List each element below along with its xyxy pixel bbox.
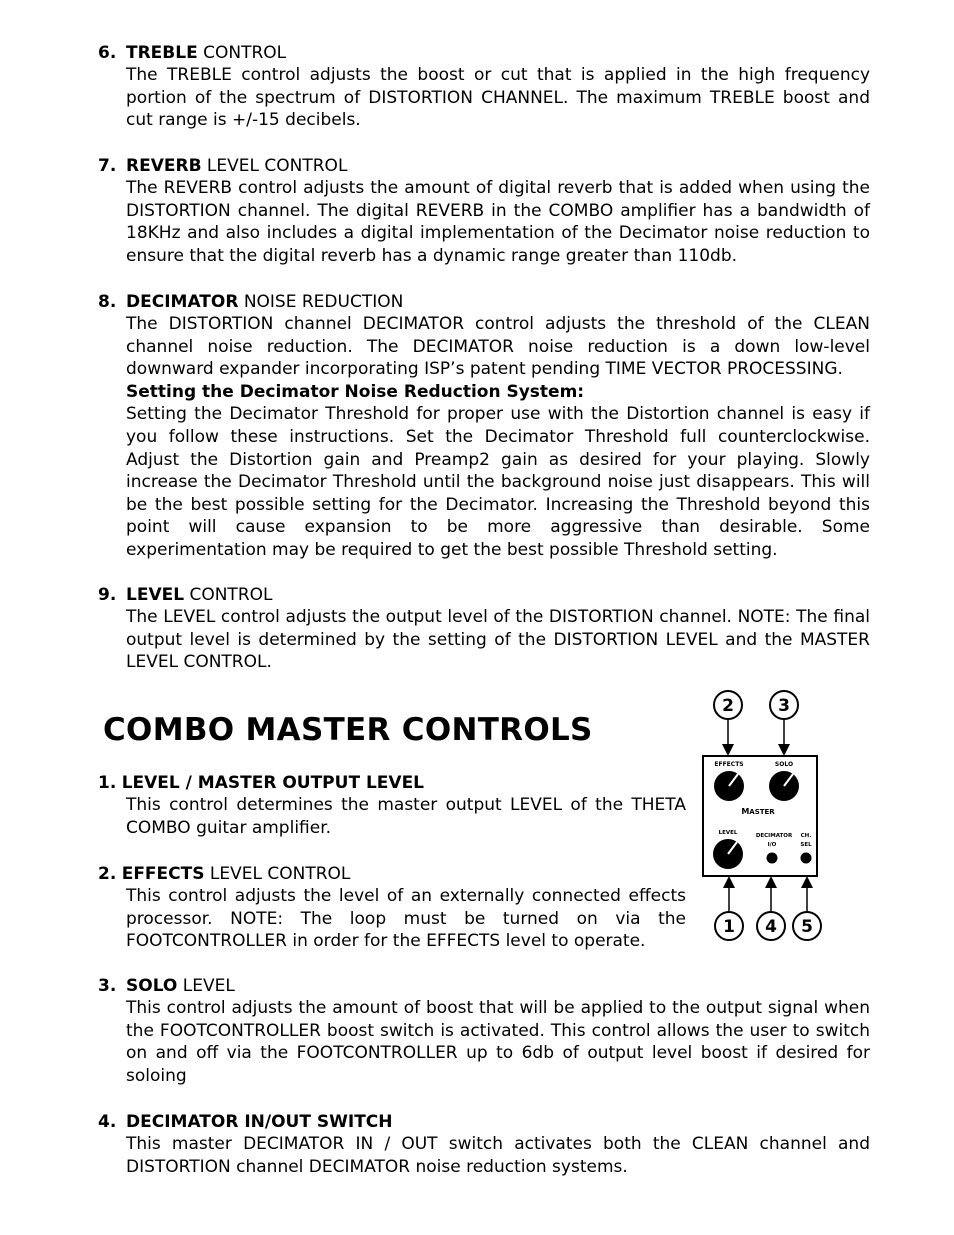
ch-label: CH.	[800, 833, 812, 839]
section-paragraph: The DISTORTION channel DECIMATOR control adjusts the threshold of the CLEAN channel noise reduction. The DECIMATOR noise reduction is a down low-level downward expander incorporating ISP’s patent pending TIME VECTOR PROCESSING.	[126, 314, 870, 380]
section-heading	[98, 291, 870, 313]
section-heading	[98, 42, 870, 64]
callout-2	[714, 691, 742, 719]
section-title-bold: EFFECTS	[121, 864, 205, 884]
callout-4	[757, 912, 785, 940]
section-paragraph: This control determines the master output LEVEL of the THETA COMBO guitar amplifier.	[126, 795, 686, 838]
section-paragraph: This control adjusts the amount of boost that will be applied to the output signal when the FOOTCONTROLLER boost switch is activated. This control allows the user to switch on and off via the FOOTCONTROLLER up to 6db of output level boost if desired for soloing	[126, 998, 870, 1086]
callout-5	[793, 912, 821, 940]
section-title-bold: LEVEL	[126, 585, 185, 605]
decimator-label: DECIMATOR	[755, 833, 793, 839]
callout-number: 2	[722, 696, 734, 716]
solo-label: SOLO	[774, 761, 794, 768]
master-level	[98, 772, 686, 839]
callout-number: 1	[723, 917, 735, 937]
section-paragraph: The REVERB control adjusts the amount of digital reverb that is added when using the DISTORTION channel. The digital REVERB in the COMBO amplifier has a bandwidth of 18KHz and also includes a digital implementation of the Decimator noise reduction to ensure that the digital reverb has a dynamic range greater than 110db.	[126, 178, 870, 266]
section-treble	[98, 42, 870, 132]
section-number: 6.	[98, 43, 117, 63]
sel-label: SEL	[800, 842, 812, 848]
master-panel-diagram	[700, 688, 830, 944]
section-number: 3.	[98, 976, 117, 996]
section-paragraph: Setting the Decimator Threshold for proper use with the Distortion channel is easy if you follow these instructions. Set the Decimator Threshold full counterclockwise. Adjust the Distortion gain and Preamp2 gain as desired for your playing. Slowly increase the Decimator Threshold until the background noise just disappears. This will be the best possible setting for the Decimator. Increasing the Threshold beyond this point will cause expansion to be more aggressive than desirable. Some experimentation may be required to get the best possible Threshold setting.	[126, 404, 870, 560]
callout-1	[715, 912, 743, 940]
effects-knob-icon	[714, 771, 744, 801]
subsection-heading: Setting the Decimator Noise Reduction System:	[126, 381, 585, 402]
io-label: I/O	[767, 842, 777, 848]
section-title-rest: NOISE REDUCTION	[238, 292, 404, 312]
section-paragraph: This control adjusts the level of an externally connected effects processor. NOTE: The loop must be turned on via the FOOTCONTROLLER in order for the EFFECTS level to operate.	[126, 886, 686, 952]
section-title-bold: DECIMATOR IN/OUT SWITCH	[126, 1112, 393, 1132]
master-solo	[98, 975, 870, 1087]
section-paragraph: The TREBLE control adjusts the boost or cut that is applied in the high frequency portion of the spectrum of DISTORTION CHANNEL. The maximum TREBLE boost and cut range is +/-15 decibels.	[126, 65, 870, 131]
section-number: 9.	[98, 585, 117, 605]
section-title-rest: LEVEL CONTROL	[201, 156, 348, 176]
section-heading	[98, 772, 686, 794]
section-heading	[98, 584, 870, 606]
callout-number: 5	[801, 917, 813, 937]
section-reverb	[98, 155, 870, 267]
master-label-initial: M	[741, 807, 750, 816]
section-number: 7.	[98, 156, 117, 176]
callout-number: 3	[778, 696, 790, 716]
section-title-rest: CONTROL	[197, 43, 287, 63]
section-title-bold: LEVEL / MASTER OUTPUT LEVEL	[121, 773, 425, 793]
callout-3	[770, 691, 798, 719]
section-number: 4.	[98, 1112, 117, 1132]
callout-number: 4	[765, 917, 777, 937]
section-number: 8.	[98, 292, 117, 312]
section-heading	[98, 863, 686, 885]
section-title-bold: TREBLE	[126, 43, 198, 63]
decimator-switch-icon	[767, 853, 778, 864]
section-paragraph: This master DECIMATOR IN / OUT switch activates both the CLEAN channel and DISTORTION channel DECIMATOR noise reduction systems.	[126, 1134, 870, 1177]
section-number: 1.	[98, 773, 117, 793]
level-label: LEVEL	[718, 830, 738, 836]
channel-select-switch-icon	[801, 853, 812, 864]
effects-label: EFFECTS	[714, 761, 744, 768]
section-heading	[98, 1111, 870, 1133]
level-knob-icon	[713, 839, 743, 869]
section-paragraph: The LEVEL control adjusts the output level of the DISTORTION channel. NOTE: The final output level is determined by the setting of the DISTORTION LEVEL and the MASTER LEVEL CONTROL.	[126, 607, 870, 673]
section-heading	[98, 155, 870, 177]
master-label-rest: ASTER	[749, 808, 775, 816]
section-level	[98, 584, 870, 674]
section-decimator	[98, 291, 870, 562]
master-decimator-switch	[98, 1111, 870, 1178]
section-title-rest: LEVEL	[177, 976, 235, 996]
section-title-bold: SOLO	[126, 976, 178, 996]
section-number: 2.	[98, 864, 117, 884]
section-title-rest: LEVEL CONTROL	[204, 864, 351, 884]
section-heading	[98, 975, 870, 997]
section-title-bold: DECIMATOR	[126, 292, 239, 312]
page-heading: COMBO MASTER CONTROLS	[103, 712, 593, 748]
solo-knob-icon	[769, 771, 799, 801]
section-title-rest: CONTROL	[184, 585, 273, 605]
master-label	[741, 807, 775, 816]
master-effects	[98, 863, 686, 953]
section-title-bold: REVERB	[126, 156, 202, 176]
